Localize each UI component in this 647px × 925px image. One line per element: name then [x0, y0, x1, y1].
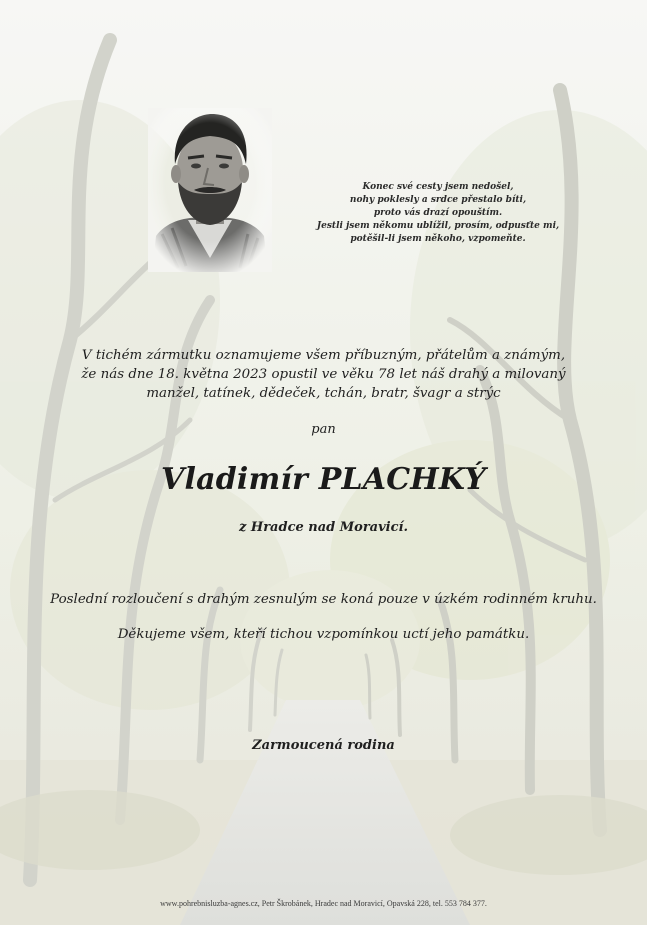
- poem-line: Konec své cesty jsem nedošel,: [362, 182, 514, 192]
- portrait-photo: [148, 108, 272, 272]
- origin-place: z Hradce nad Moravicí.: [239, 520, 408, 535]
- poem-line: Jestli jsem někomu ublížil, prosím, odpusťte mi,: [316, 221, 560, 231]
- salutation: pan: [311, 422, 336, 437]
- announcement-line: V tichém zármutku oznamujeme všem příbuzným, přátelům a známým,: [81, 348, 566, 363]
- deceased-name: Vladimír PLACHKÝ: [161, 462, 486, 497]
- poem-line: potěšil-li jsem někoho, vzpomeňte.: [350, 234, 526, 244]
- poem-line: proto vás drazí opouštím.: [373, 208, 503, 218]
- funeral-service-footer: www.pohrebnisluzba-agnes.cz, Petr Škrobánek, Hradec nad Moravicí, Opavská 228, tel. 553 784 377.: [160, 899, 487, 908]
- announcement-line: manžel, tatínek, dědeček, tchán, bratr, švagr a strýc: [146, 386, 501, 401]
- thanks-notice: Děkujeme všem, kteří tichou vzpomínkou uctí jeho památku.: [117, 627, 530, 642]
- farewell-notice: Poslední rozloučení s drahým zesnulým se koná pouze v úzkém rodinném kruhu.: [50, 592, 597, 607]
- announcement-line: že nás dne 18. května 2023 opustil ve věku 78 let náš drahý a milovaný: [81, 367, 566, 382]
- signature: Zarmoucená rodina: [252, 738, 395, 753]
- announcement: [60, 346, 587, 403]
- poem-line: nohy poklesly a srdce přestalo bíti,: [349, 195, 527, 205]
- poem: [312, 181, 564, 246]
